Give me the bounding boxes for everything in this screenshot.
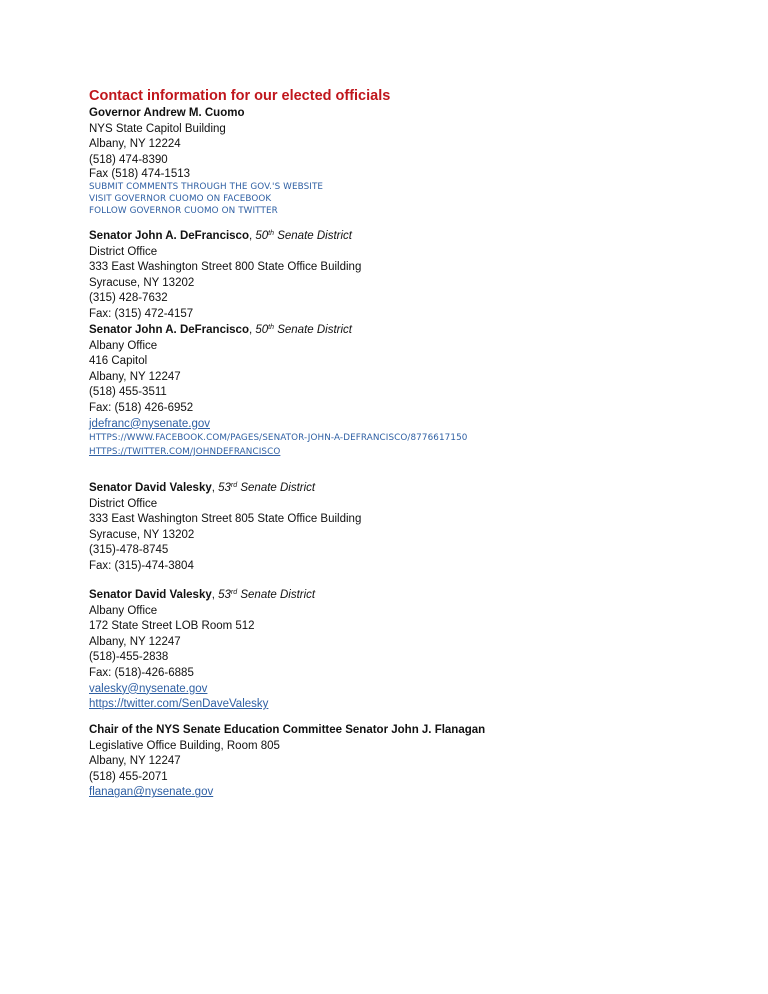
- fax: Fax: (518) 426-6952: [89, 401, 194, 414]
- governor-website-link[interactable]: SUBMIT COMMENTS THROUGH THE GOV.'S WEBSITE: [89, 182, 324, 193]
- office-label: District Office: [89, 497, 158, 510]
- address-line: 172 State Street LOB Room 512: [89, 620, 255, 633]
- address-line: 333 East Washington Street 800 State Office Building: [89, 261, 362, 274]
- governor-facebook-link[interactable]: VISIT GOVERNOR CUOMO ON FACEBOOK: [89, 194, 272, 205]
- contact-heading: Senator John A. DeFrancisco, 50th Senate District: [89, 324, 352, 336]
- fax: Fax: (315) 472-4157: [89, 307, 194, 320]
- address-line: Albany, NY 12247: [89, 635, 181, 648]
- phone: (518) 455-2071: [89, 770, 168, 783]
- email-link[interactable]: valesky@nysenate.gov: [89, 682, 208, 695]
- phone: (315) 428-7632: [89, 292, 168, 305]
- address-line: 416 Capitol: [89, 355, 148, 368]
- address-line: Syracuse, NY 13202: [89, 276, 195, 289]
- twitter-link[interactable]: https://twitter.com/SenDaveValesky: [89, 698, 269, 711]
- defrancisco-district-contact: [89, 229, 361, 323]
- office-label: Albany Office: [89, 604, 158, 617]
- phone: (518) 474-8390: [89, 153, 168, 166]
- address-line: Albany, NY 12247: [89, 755, 181, 768]
- address-line: Albany, NY 12224: [89, 138, 181, 151]
- contact-heading: Senator David Valesky, 53rd Senate District: [89, 589, 316, 601]
- address-line: Legislative Office Building, Room 805: [89, 739, 280, 752]
- valesky-albany-contact: [89, 588, 315, 713]
- fax: Fax: (518)-426-6885: [89, 666, 194, 679]
- governor-twitter-link[interactable]: FOLLOW GOVERNOR CUOMO ON TWITTER: [89, 206, 278, 217]
- office-label: District Office: [89, 245, 158, 258]
- fax: Fax (518) 474-1513: [89, 168, 191, 181]
- valesky-district-contact: [89, 481, 361, 575]
- email-link[interactable]: jdefranc@nysenate.gov: [89, 417, 210, 430]
- contact-heading: Chair of the NYS Senate Education Committee Senator John J. Flanagan: [89, 724, 486, 736]
- address-line: Albany, NY 12247: [89, 370, 181, 383]
- email-link[interactable]: flanagan@nysenate.gov: [89, 786, 214, 799]
- address-line: Syracuse, NY 13202: [89, 528, 195, 541]
- fax: Fax: (315)-474-3804: [89, 559, 194, 572]
- page-title: Contact information for our elected officials: [89, 88, 391, 104]
- flanagan-contact: [89, 723, 485, 801]
- defrancisco-albany-contact: [89, 323, 467, 459]
- contact-heading: Senator John A. DeFrancisco, 50th Senate District: [89, 230, 352, 242]
- address-line: NYS State Capitol Building: [89, 122, 226, 135]
- phone: (518) 455-3511: [89, 386, 167, 399]
- phone: (315)-478-8745: [89, 544, 169, 557]
- twitter-link[interactable]: HTTPS://TWITTER.COM/JOHNDEFRANCISCO: [89, 446, 281, 457]
- contact-heading: Senator David Valesky, 53rd Senate District: [89, 482, 316, 494]
- office-label: Albany Office: [89, 339, 158, 352]
- phone: (518)-455-2838: [89, 651, 169, 664]
- contact-heading: Governor Andrew M. Cuomo: [89, 107, 245, 119]
- governor-contact: [89, 106, 323, 217]
- facebook-link[interactable]: HTTPS://WWW.FACEBOOK.COM/PAGES/SENATOR-JOHN-A-DEFRANCISCO/8776617150: [89, 432, 468, 443]
- address-line: 333 East Washington Street 805 State Office Building: [89, 513, 362, 526]
